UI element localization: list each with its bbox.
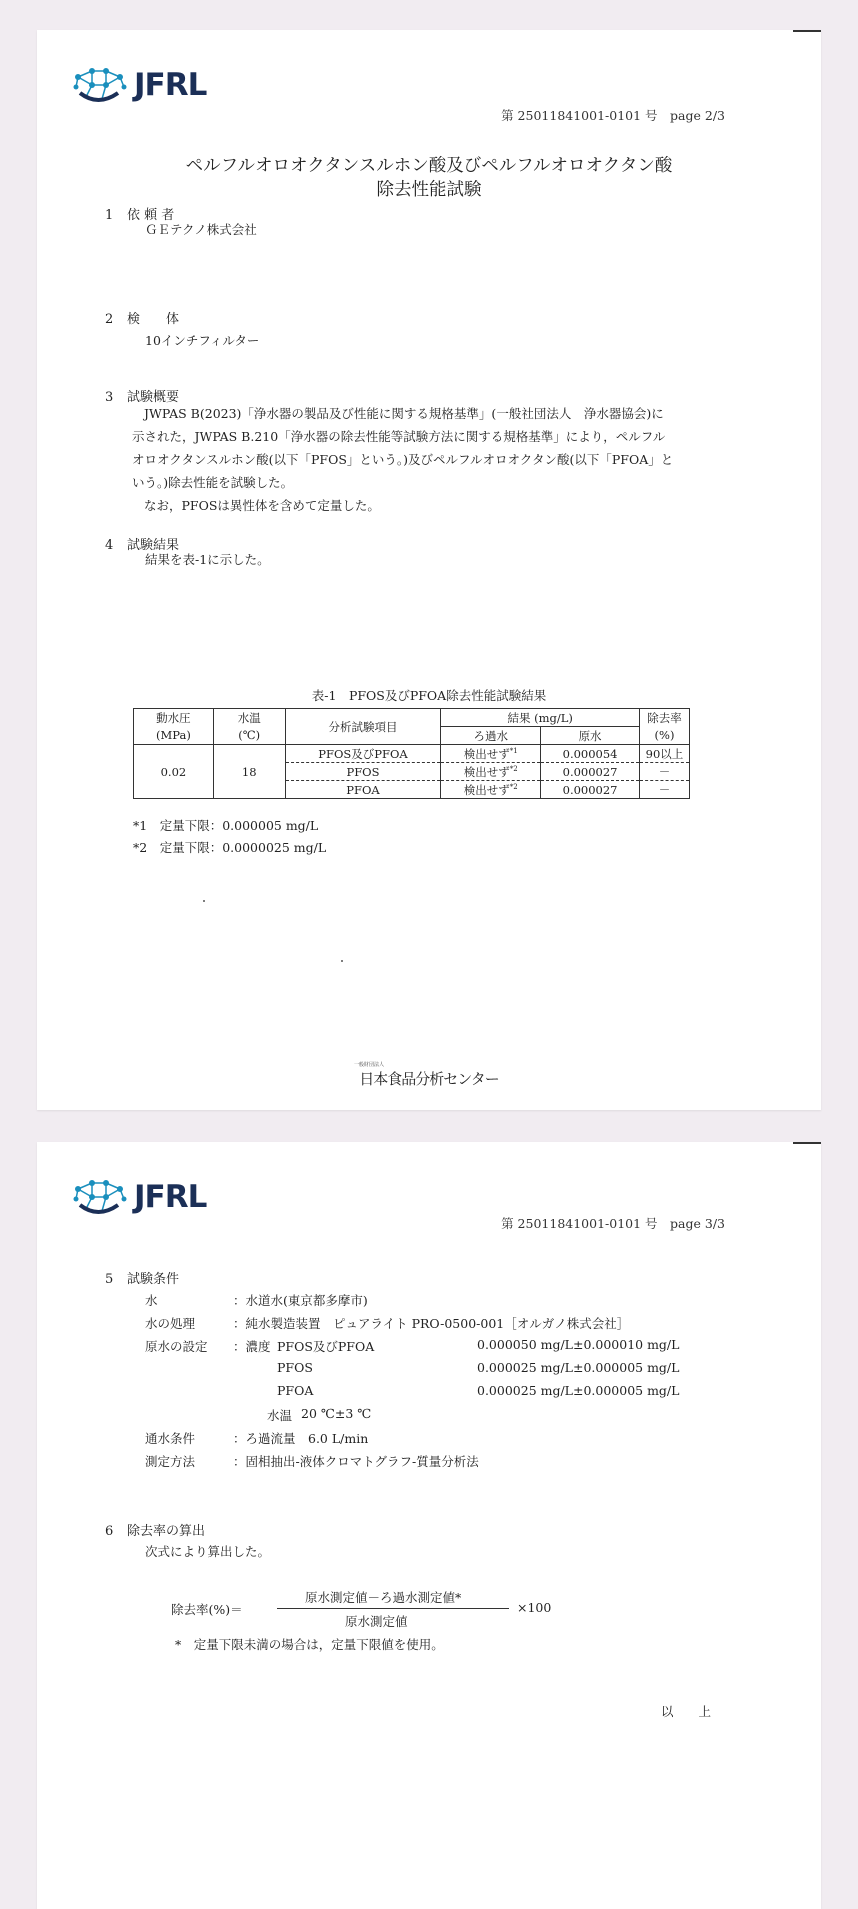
overview-line: オロオクタンスルホン酸(以下「PFOS」という。)及びペルフルオロオクタン酸(以下「PFOA」と — [132, 452, 674, 467]
table-caption: 表-1 PFOS及びPFOA除去性能試験結果 — [311, 688, 547, 703]
speck — [341, 960, 343, 962]
raw-cell: 0.000027 — [541, 763, 640, 781]
section-title: 試験結果 — [127, 538, 180, 553]
section-number: 4 — [105, 538, 114, 553]
logo-text: JFRL — [134, 1179, 207, 1215]
overview-paragraph — [132, 402, 752, 517]
raw-setting-label: 原水の設定 — [145, 1339, 208, 1354]
header-result: 結果 (mg/L) — [441, 709, 640, 727]
footnote-mark: *2 — [509, 764, 518, 773]
item-cell: PFOS及びPFOA — [285, 745, 441, 763]
section-2-heading — [105, 308, 179, 327]
fraction-bar — [277, 1608, 509, 1609]
report-title-line1: ペルフルオロオクタンスルホン酸及びペルフルオロオクタン酸 — [185, 156, 673, 176]
method-value: ：固相抽出-液体クロマトグラフ-質量分析法 — [233, 1454, 479, 1469]
footer-logo-small: 一般財団法人 — [353, 1062, 384, 1068]
jfrl-logo-icon — [72, 63, 130, 107]
filtered-value: 検出せず — [463, 746, 510, 761]
footnote-2: *2 定量下限：0.0000025 mg/L — [133, 840, 327, 855]
jfrl-logo-icon — [72, 1175, 130, 1219]
water-label: 水 — [145, 1293, 158, 1308]
section-number: 1 — [105, 208, 114, 223]
section-6-heading — [105, 1520, 205, 1539]
treatment-value: ：純水製造装置 ピュアライト PRO-0500-001［オルガノ株式会社］ — [233, 1316, 630, 1331]
temp-value: 18 — [213, 745, 285, 799]
section-title: 試験条件 — [127, 1272, 180, 1287]
formula-note: * 定量下限未満の場合は，定量下限値を使用。 — [175, 1637, 444, 1652]
section-title: 試験概要 — [127, 390, 180, 405]
raw-cell: 0.000054 — [541, 745, 640, 763]
overview-line: いう。)除去性能を試験した。 — [132, 475, 294, 490]
flow-value: ：ろ過流量 6.0 L/min — [233, 1431, 369, 1446]
client-name: ＧＥテクノ株式会社 — [145, 222, 257, 237]
speck — [203, 900, 205, 902]
report-page-3 — [37, 1142, 821, 1909]
overview-line: 示された，JWPAS B.210「浄水器の除去性能等試験方法に関する規格基準」により，ペルフル — [132, 429, 666, 444]
filtered-value: 検出せず — [463, 764, 510, 779]
flow-label: 通水条件 — [145, 1431, 196, 1446]
footnote-mark: *1 — [509, 746, 518, 755]
raw-row-value: 0.000050 mg/L±0.000010 mg/L — [477, 1337, 680, 1352]
document-number: 第 25011841001-0101 号 page 3/3 — [501, 1216, 725, 1231]
section-number: 6 — [105, 1524, 114, 1539]
overview-line: なお，PFOSは異性体を含めて定量した。 — [144, 498, 380, 513]
header-filtered: ろ過水 — [441, 727, 541, 745]
sample-name: 10インチフィルター — [145, 333, 260, 348]
filtered-cell — [441, 763, 541, 781]
results-table — [133, 708, 690, 799]
header-temp: 水温 — [213, 709, 285, 727]
results-intro: 結果を表-1に示した。 — [145, 552, 270, 567]
logo-text: JFRL — [134, 67, 207, 103]
item-cell: PFOA — [285, 781, 441, 799]
footnote-1: *1 定量下限：0.000005 mg/L — [133, 818, 319, 833]
formula-multiplier: ×100 — [517, 1600, 552, 1615]
header-pressure: 動水圧 — [134, 709, 214, 727]
header-removal-unit: (%) — [639, 727, 689, 745]
report-title-line2: 除去性能試験 — [376, 180, 482, 200]
removal-cell: 90以上 — [639, 745, 689, 763]
jfrl-logo — [72, 60, 206, 110]
filtered-value: 検出せず — [463, 782, 510, 797]
water-value: ：水道水(東京都多摩市) — [233, 1293, 368, 1308]
raw-row-name: PFOS — [277, 1360, 313, 1375]
header-pressure-unit: (MPa) — [134, 727, 214, 745]
raw-cell: 0.000027 — [541, 781, 640, 799]
section-number: 2 — [105, 312, 114, 327]
jfrl-footer-logo — [37, 1061, 821, 1089]
section-number: 5 — [105, 1272, 114, 1287]
method-label: 測定方法 — [145, 1454, 196, 1469]
removal-cell: － — [639, 763, 689, 781]
header-removal: 除去率 — [639, 709, 689, 727]
header-temp-unit: (℃) — [213, 727, 285, 745]
raw-row-name: PFOA — [277, 1383, 314, 1398]
table-row — [134, 745, 690, 763]
raw-row-value: 0.000025 mg/L±0.000005 mg/L — [477, 1360, 680, 1375]
header-raw: 原水 — [541, 727, 640, 745]
corner-mark — [793, 1142, 821, 1144]
footnote-mark: *2 — [509, 782, 518, 791]
temp-label: 水温 — [267, 1408, 293, 1423]
section-title: 除去率の算出 — [127, 1524, 206, 1539]
formula-denominator: 原水測定値 — [345, 1614, 408, 1629]
section-number: 3 — [105, 390, 114, 405]
removal-cell: － — [639, 781, 689, 799]
corner-mark — [793, 30, 821, 32]
raw-conc-label: ：濃度 — [233, 1339, 271, 1354]
item-cell: PFOS — [285, 763, 441, 781]
table-header-row — [134, 709, 690, 727]
footer-logo-name: 日本食品分析センター — [359, 1070, 499, 1088]
pressure-value: 0.02 — [134, 745, 214, 799]
filtered-cell — [441, 745, 541, 763]
formula-lhs: 除去率(%)＝ — [171, 1602, 243, 1617]
formula-numerator: 原水測定値－ろ過水測定値* — [305, 1590, 462, 1605]
report-page-2 — [37, 30, 821, 1110]
header-item: 分析試験項目 — [285, 709, 441, 745]
section-title: 検 体 — [127, 312, 180, 327]
overview-line: JWPAS B(2023)「浄水器の製品及び性能に関する規格基準」(一般社団法人 浄水器協会)に — [144, 406, 664, 421]
section-5-heading — [105, 1268, 179, 1287]
treatment-label: 水の処理 — [145, 1316, 196, 1331]
raw-row-value: 0.000025 mg/L±0.000005 mg/L — [477, 1383, 680, 1398]
document-number: 第 25011841001-0101 号 page 2/3 — [501, 108, 725, 123]
jfrl-logo — [72, 1172, 206, 1222]
temp-value: 20 ℃±3 ℃ — [301, 1406, 372, 1421]
end-mark: 以 上 — [661, 1704, 712, 1719]
filtered-cell — [441, 781, 541, 799]
formula-intro: 次式により算出した。 — [145, 1544, 271, 1559]
section-title: 依 頼 者 — [127, 208, 175, 223]
raw-row-name: PFOS及びPFOA — [277, 1339, 375, 1354]
